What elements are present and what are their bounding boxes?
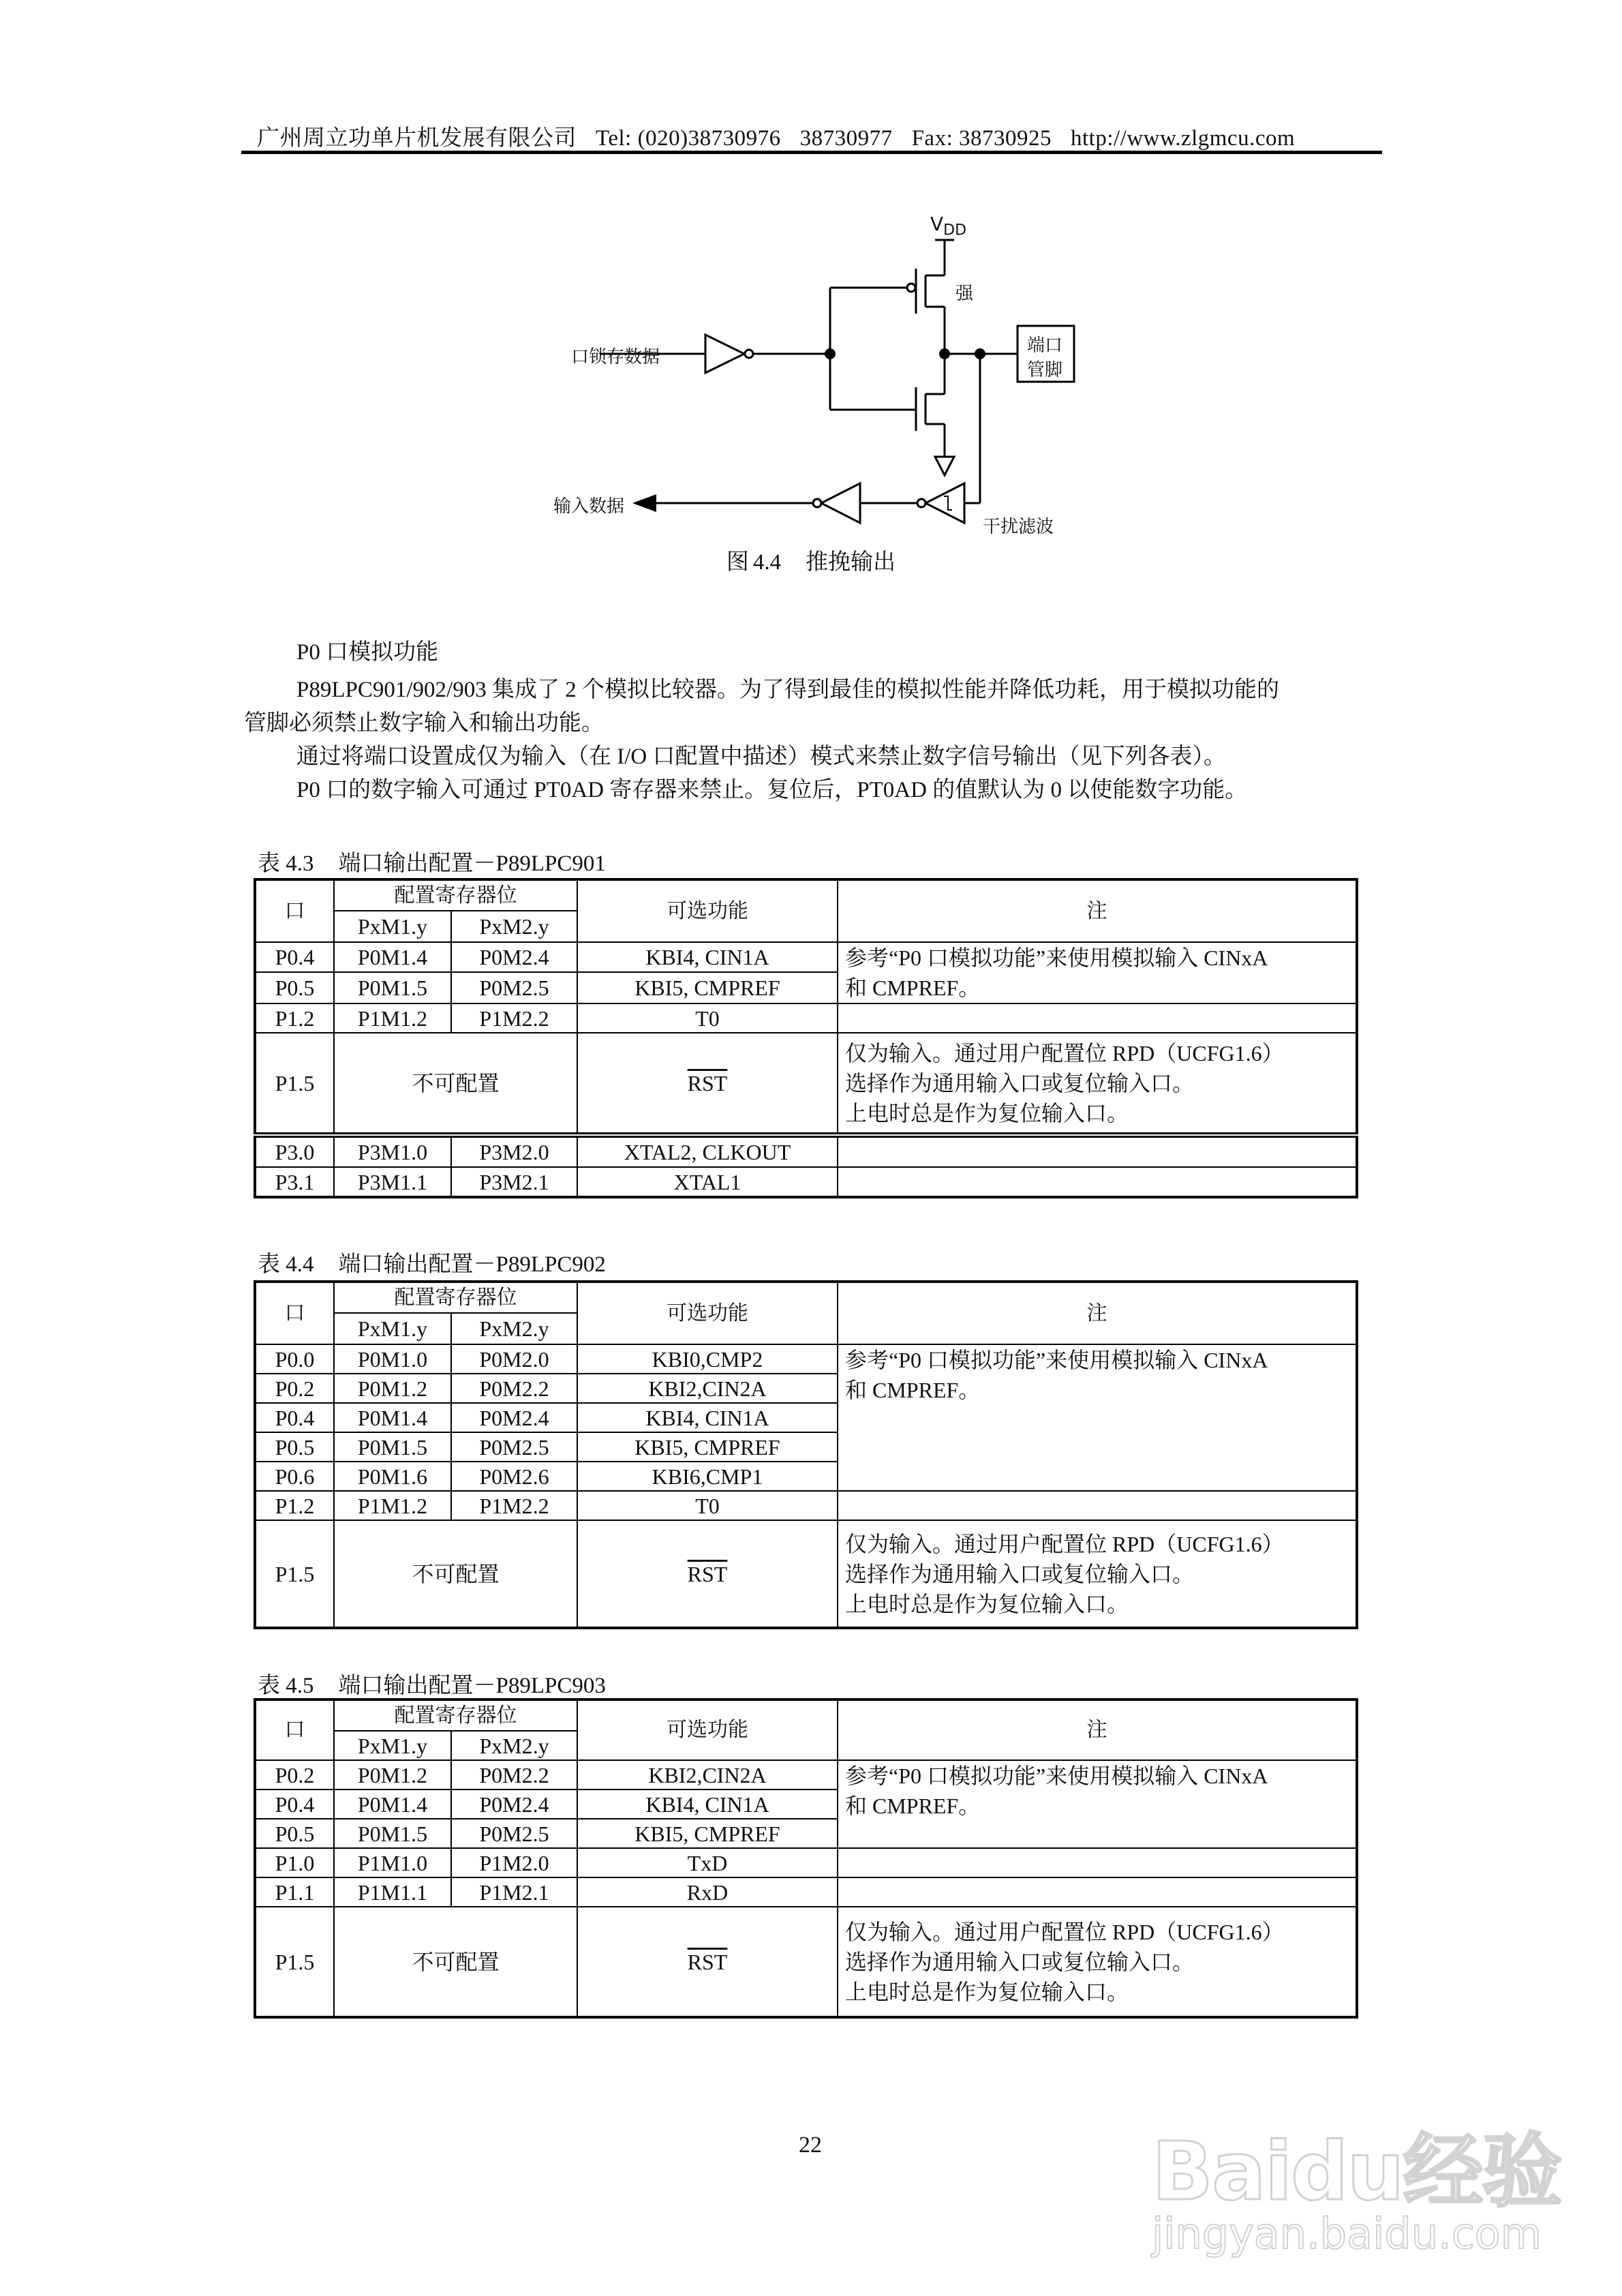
input-data-label: 输入数据 bbox=[553, 496, 625, 517]
cell-note-analog: 参考“P0 口模拟功能”来使用模拟输入 CINxA 和 CMPREF。 bbox=[838, 1760, 1357, 1848]
col-header-note: 注 bbox=[838, 1700, 1357, 1760]
noise-filter-label: 干扰滤波 bbox=[983, 517, 1054, 537]
cell-m1: P0M1.4 bbox=[334, 942, 451, 972]
pin-label-line2: 管脚 bbox=[1027, 360, 1063, 380]
push-pull-circuit-diagram bbox=[532, 205, 1118, 586]
cell-func: RxD bbox=[577, 1877, 838, 1907]
latch-data-label: 口锁存数据 bbox=[571, 347, 660, 367]
cell-m2: P0M2.5 bbox=[451, 1432, 577, 1462]
cell-port: P0.4 bbox=[255, 942, 334, 972]
cell-port: P0.4 bbox=[255, 1789, 334, 1819]
cell-func: KBI4, CIN1A bbox=[577, 1403, 838, 1432]
figure-caption bbox=[709, 544, 913, 576]
cell-port: P1.5 bbox=[255, 1033, 334, 1135]
cell-m1: P1M1.2 bbox=[334, 1003, 451, 1033]
port-config-table-901 bbox=[254, 878, 1358, 1198]
cell-note-analog: 参考“P0 口模拟功能”来使用模拟输入 CINxA 和 CMPREF。 bbox=[838, 942, 1357, 1003]
table-row bbox=[255, 1344, 1357, 1374]
col-header-port: 口 bbox=[255, 879, 334, 942]
col-header-pxm1: PxM1.y bbox=[334, 1731, 451, 1760]
col-header-port: 口 bbox=[255, 1700, 334, 1760]
cell-port: P1.5 bbox=[255, 1520, 334, 1628]
figure-caption-prefix: 图 bbox=[726, 550, 749, 575]
cell-port: P0.0 bbox=[255, 1344, 334, 1374]
cell-m2: P1M2.2 bbox=[451, 1491, 577, 1520]
cell-func: KBI6,CMP1 bbox=[577, 1462, 838, 1491]
header-tel: Tel: (020)38730976 bbox=[596, 126, 781, 151]
cell-m1: P3M1.1 bbox=[334, 1167, 451, 1197]
paragraph-2: 通过将端口设置成仅为输入（在 I/O 口配置中描述）模式来禁止数字信号输出（见下列各表）。 bbox=[296, 744, 1226, 769]
paragraph-3: P0 口的数字输入可通过 PT0AD 寄存器来禁止。复位后，PT0AD 的值默认为 0 以使能数字功能。 bbox=[296, 778, 1248, 802]
table-caption-4-3: 表 4.3 端口输出配置－P89LPC901 bbox=[258, 851, 606, 876]
cell-func: KBI4, CIN1A bbox=[577, 942, 838, 972]
col-header-config-bits: 配置寄存器位 bbox=[334, 1700, 577, 1731]
cell-func: XTAL1 bbox=[577, 1167, 838, 1197]
cell-m2: P0M2.4 bbox=[451, 942, 577, 972]
col-header-alt-func: 可选功能 bbox=[577, 879, 838, 942]
col-header-note: 注 bbox=[838, 1282, 1357, 1344]
port-config-table-902 bbox=[254, 1280, 1358, 1629]
cell-note-empty bbox=[838, 1167, 1357, 1197]
cell-m2: P0M2.2 bbox=[451, 1374, 577, 1403]
cell-func: TxD bbox=[577, 1848, 838, 1877]
cell-note-empty bbox=[838, 1877, 1357, 1907]
col-header-port: 口 bbox=[255, 1282, 334, 1344]
cell-m2: P0M2.4 bbox=[451, 1403, 577, 1432]
cell-port: P3.0 bbox=[255, 1135, 334, 1167]
cell-port: P0.5 bbox=[255, 1819, 334, 1848]
header-text bbox=[257, 120, 1295, 152]
cell-m1: P0M1.0 bbox=[334, 1344, 451, 1374]
cell-port: P0.2 bbox=[255, 1374, 334, 1403]
table-caption-4-4: 表 4.4 端口输出配置－P89LPC902 bbox=[258, 1252, 606, 1277]
cell-m2: P0M2.6 bbox=[451, 1462, 577, 1491]
cell-port: P1.2 bbox=[255, 1491, 334, 1520]
table-row bbox=[255, 1877, 1357, 1907]
cell-func: XTAL2, CLKOUT bbox=[577, 1135, 838, 1167]
cell-port: P1.2 bbox=[255, 1003, 334, 1033]
cell-func: $\overline{RST}$ bbox=[577, 1033, 838, 1135]
paragraph-1-cont: 管脚必须禁止数字输入和输出功能。 bbox=[244, 711, 604, 736]
pin-label-line1: 端口 bbox=[1027, 335, 1063, 356]
table-row bbox=[255, 1003, 1357, 1033]
col-header-pxm2: PxM2.y bbox=[451, 1313, 577, 1344]
cell-m1: P0M1.5 bbox=[334, 972, 451, 1003]
baidu-jingyan-watermark bbox=[1152, 2079, 1561, 2259]
table-row bbox=[255, 1760, 1357, 1789]
cell-note-rst: 仅为输入。通过用户配置位 RPD（UCFG1.6） 选择作为通用输入口或复位输入口。 上电时总是作为复位输入口。 bbox=[838, 1520, 1357, 1628]
port-config-table-903 bbox=[254, 1698, 1358, 2019]
header-tel2: 38730977 bbox=[799, 126, 893, 151]
cell-m2: P0M2.2 bbox=[451, 1760, 577, 1789]
cell-port: P0.2 bbox=[255, 1760, 334, 1789]
cell-port: P1.1 bbox=[255, 1877, 334, 1907]
header-url[interactable]: http://www.zlgmcu.com bbox=[1071, 126, 1296, 151]
arrow-left-icon bbox=[632, 494, 656, 512]
cell-note-empty bbox=[838, 1135, 1357, 1167]
cell-note-empty bbox=[838, 1848, 1357, 1877]
col-header-pxm1: PxM1.y bbox=[334, 911, 451, 942]
cell-m1: P1M1.0 bbox=[334, 1848, 451, 1877]
cell-m1: P1M1.2 bbox=[334, 1491, 451, 1520]
cell-m2: P0M2.5 bbox=[451, 1819, 577, 1848]
cell-m1: P3M1.0 bbox=[334, 1135, 451, 1167]
cell-note-empty bbox=[838, 1491, 1357, 1520]
table-row bbox=[255, 1033, 1357, 1135]
cell-m1: P0M1.2 bbox=[334, 1374, 451, 1403]
page-number: 22 bbox=[799, 2132, 822, 2158]
table-row bbox=[255, 1135, 1357, 1167]
table-row bbox=[255, 1491, 1357, 1520]
col-header-pxm1: PxM1.y bbox=[334, 1313, 451, 1344]
cell-m1: P0M1.5 bbox=[334, 1432, 451, 1462]
table-caption-4-5: 表 4.5 端口输出配置－P89LPC903 bbox=[258, 1674, 606, 1698]
cell-m1: P1M1.1 bbox=[334, 1877, 451, 1907]
cell-port: P0.5 bbox=[255, 972, 334, 1003]
table-row bbox=[255, 1167, 1357, 1197]
table-row bbox=[255, 1520, 1357, 1628]
cell-m2: P1M2.2 bbox=[451, 1003, 577, 1033]
cell-func: KBI5, CMPREF bbox=[577, 1432, 838, 1462]
figure-caption-number: 4.4 bbox=[752, 550, 782, 575]
cell-func: $\overline{RST}$ bbox=[577, 1907, 838, 2017]
cell-m2: P1M2.0 bbox=[451, 1848, 577, 1877]
table-row bbox=[255, 942, 1357, 972]
col-header-alt-func: 可选功能 bbox=[577, 1700, 838, 1760]
cell-port: P0.4 bbox=[255, 1403, 334, 1432]
cell-note-rst: 仅为输入。通过用户配置位 RPD（UCFG1.6） 选择作为通用输入口或复位输入口。 上电时总是作为复位输入口。 bbox=[838, 1033, 1357, 1135]
cell-not-configurable: 不可配置 bbox=[334, 1907, 577, 2017]
cell-note-rst: 仅为输入。通过用户配置位 RPD（UCFG1.6） 选择作为通用输入口或复位输入口。 上电时总是作为复位输入口。 bbox=[838, 1907, 1357, 2017]
section-heading: P0 口模拟功能 bbox=[296, 640, 439, 665]
cell-func: $\overline{RST}$ bbox=[577, 1520, 838, 1628]
cell-func: T0 bbox=[577, 1003, 838, 1033]
cell-func: KBI5, CMPREF bbox=[577, 1819, 838, 1848]
col-header-config-bits: 配置寄存器位 bbox=[334, 879, 577, 911]
cell-func: KBI2,CIN2A bbox=[577, 1760, 838, 1789]
cell-m2: P3M2.1 bbox=[451, 1167, 577, 1197]
col-header-alt-func: 可选功能 bbox=[577, 1282, 838, 1344]
paragraph-1: P89LPC901/902/903 集成了 2 个模拟比较器。为了得到最佳的模拟性能并降低功耗，用于模拟功能的 bbox=[296, 678, 1279, 702]
cell-port: P0.5 bbox=[255, 1432, 334, 1462]
cell-func: KBI4, CIN1A bbox=[577, 1789, 838, 1819]
col-header-config-bits: 配置寄存器位 bbox=[334, 1282, 577, 1313]
table-row bbox=[255, 1907, 1357, 2017]
header-company: 广州周立功单片机发展有限公司 bbox=[257, 126, 577, 151]
cell-note-empty bbox=[838, 1003, 1357, 1033]
cell-m1: P0M1.5 bbox=[334, 1819, 451, 1848]
strong-label: 强 bbox=[955, 284, 974, 304]
cell-m2: P0M2.5 bbox=[451, 972, 577, 1003]
header-fax: Fax: 38730925 bbox=[911, 126, 1052, 151]
cell-func: KBI0,CMP2 bbox=[577, 1344, 838, 1374]
cell-not-configurable: 不可配置 bbox=[334, 1520, 577, 1628]
cell-note-analog: 参考“P0 口模拟功能”来使用模拟输入 CINxA 和 CMPREF。 bbox=[838, 1344, 1357, 1491]
cell-func: T0 bbox=[577, 1491, 838, 1520]
cell-m1: P0M1.2 bbox=[334, 1760, 451, 1789]
cell-m1: P0M1.4 bbox=[334, 1403, 451, 1432]
cell-m2: P1M2.1 bbox=[451, 1877, 577, 1907]
cell-port: P0.6 bbox=[255, 1462, 334, 1491]
cell-func: KBI2,CIN2A bbox=[577, 1374, 838, 1403]
page-header bbox=[241, 115, 1382, 154]
cell-port: P1.0 bbox=[255, 1848, 334, 1877]
cell-port: P3.1 bbox=[255, 1167, 334, 1197]
cell-not-configurable: 不可配置 bbox=[334, 1033, 577, 1135]
cell-func: KBI5, CMPREF bbox=[577, 972, 838, 1003]
col-header-note: 注 bbox=[838, 879, 1357, 942]
col-header-pxm2: PxM2.y bbox=[451, 1731, 577, 1760]
col-header-pxm2: PxM2.y bbox=[451, 911, 577, 942]
watermark-url: jingyan.baidu.com bbox=[1152, 2209, 1542, 2259]
cell-m1: P0M1.6 bbox=[334, 1462, 451, 1491]
figure-caption-title: 推挽输出 bbox=[806, 550, 896, 575]
cell-m1: P0M1.4 bbox=[334, 1789, 451, 1819]
cell-m2: P0M2.0 bbox=[451, 1344, 577, 1374]
cell-port: P1.5 bbox=[255, 1907, 334, 2017]
vdd-label: $V_{DD}$ bbox=[930, 213, 967, 239]
cell-m2: P3M2.0 bbox=[451, 1135, 577, 1167]
table-row bbox=[255, 1848, 1357, 1877]
watermark-brand: Baidu经验 bbox=[1152, 2124, 1561, 2218]
cell-m2: P0M2.4 bbox=[451, 1789, 577, 1819]
